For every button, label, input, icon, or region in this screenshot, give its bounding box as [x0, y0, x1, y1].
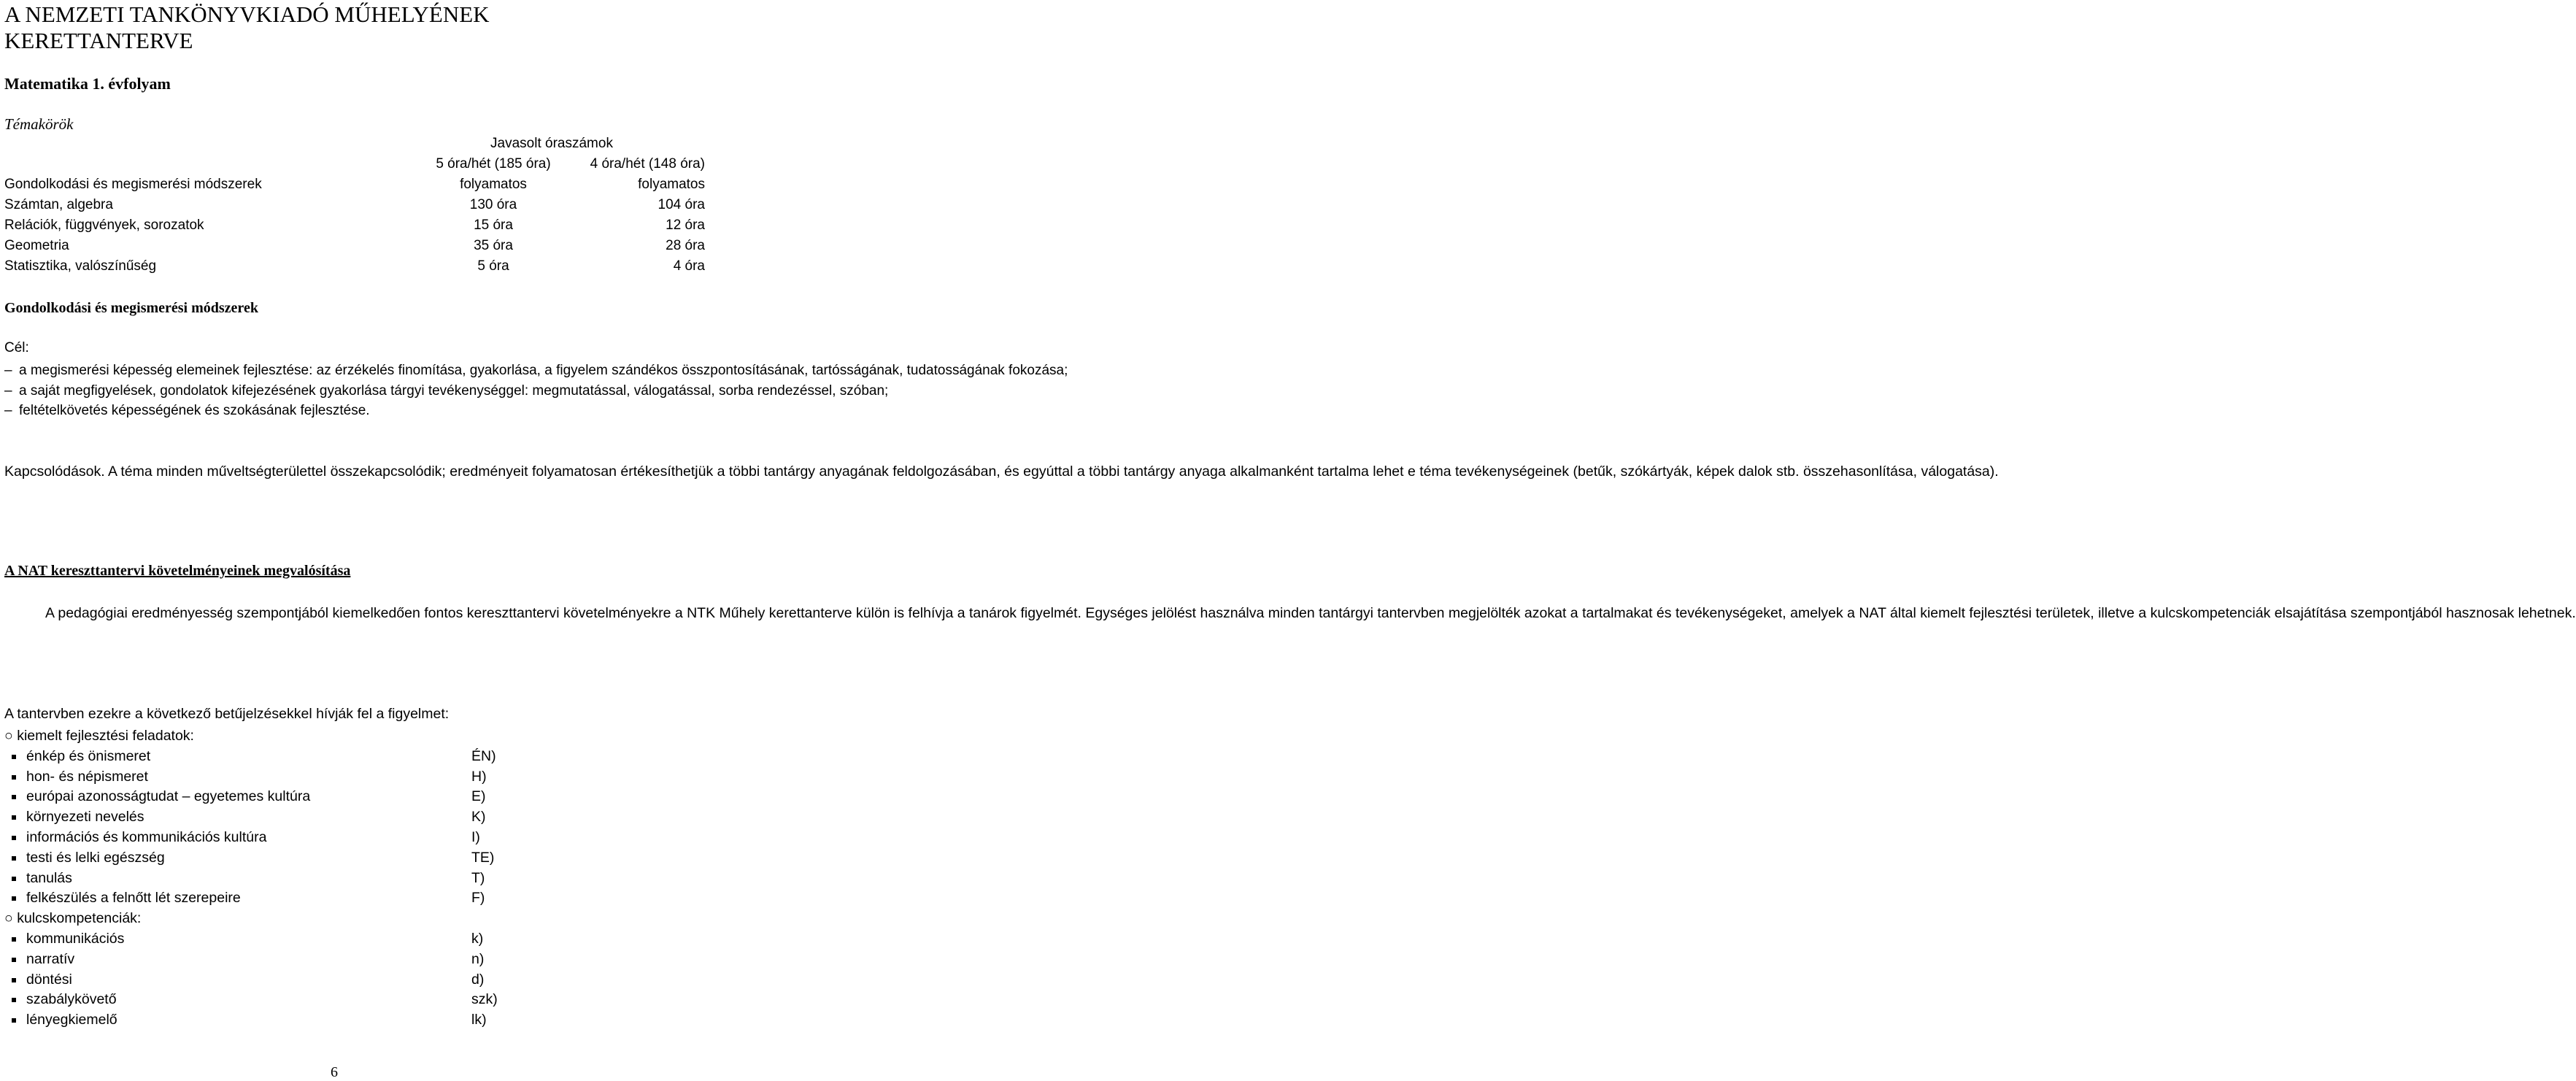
item-label: felkészülés a felnőtt lét szerepeire [26, 890, 241, 907]
hours-4h: 104 óra [658, 197, 705, 212]
item-code: TE) [471, 849, 495, 866]
square-bullet-icon [12, 856, 16, 861]
hours-5h: 15 óra [474, 218, 513, 233]
list-item [4, 1010, 515, 1031]
list-item [4, 401, 683, 421]
table-row [4, 258, 705, 279]
hours-4h: 28 óra [666, 238, 705, 253]
square-bullet-icon [12, 937, 16, 942]
hours-4h: 4 óra [673, 258, 705, 274]
list-item [4, 828, 515, 848]
item-code: szk) [471, 991, 498, 1008]
item-label: döntési [26, 971, 72, 988]
topic-name: Geometria [4, 238, 69, 253]
square-bullet-icon [12, 1018, 16, 1023]
list-item [4, 361, 1068, 381]
hours-5h: 130 óra [469, 197, 517, 212]
item-code: E) [471, 788, 486, 805]
square-bullet-icon [12, 836, 16, 840]
square-bullet-icon [12, 815, 16, 820]
goal-text: a megismerési képesség elemeinek fejlesztése: az érzékelés finomítása, gyakorlása, a figyelem szándékos összpontosításának, tartósságának, tudatosságának fokozása; [19, 363, 1068, 378]
hours-table [4, 136, 705, 279]
section-heading-methods: Gondolkodási és megismerési módszerek [4, 300, 258, 316]
square-bullet-icon [12, 958, 16, 962]
square-bullet-icon [12, 755, 16, 759]
item-label: testi és lelki egészség [26, 849, 165, 866]
list-item [4, 381, 889, 401]
item-label: énkép és önismeret [26, 747, 151, 764]
item-code: k) [471, 930, 484, 947]
column-header-5h: 5 óra/hét (185 óra) [436, 156, 551, 172]
item-code: ÉN) [471, 747, 496, 764]
page-number: 6 [331, 1064, 338, 1080]
item-label: környezeti nevelés [26, 809, 144, 826]
square-bullet-icon [12, 775, 16, 780]
dash-bullet: – [4, 382, 12, 399]
item-code: n) [471, 950, 485, 967]
lead-text: A tantervben ezekre a következő betűjelzésekkel hívják fel a figyelmet: [4, 706, 450, 722]
item-label: kommunikációs [26, 930, 125, 947]
square-bullet-icon [12, 998, 16, 1002]
hours-5h: folyamatos [460, 177, 527, 192]
item-label: hon- és népismeret [26, 768, 148, 785]
topics-label: Témakörök [4, 115, 74, 133]
item-label: információs és kommunikációs kultúra [26, 828, 267, 845]
topic-name: Relációk, függvények, sorozatok [4, 218, 204, 233]
topic-name: Gondolkodási és megismerési módszerek [4, 177, 262, 192]
item-code: K) [471, 809, 486, 826]
item-code: d) [471, 971, 485, 988]
list-item [4, 888, 515, 909]
subject-heading: Matematika 1. évfolyam [4, 74, 171, 93]
list-item [4, 869, 515, 889]
goal-text: feltételkövetés képességének és szokásának fejlesztése. [19, 403, 370, 418]
table-header: Javasolt óraszámok [490, 136, 613, 151]
nat-paragraph: A pedagógiai eredményesség szempontjából kiemelkedően fontos kereszttantervi követelményekre a NTK Műhely kerettanterve külön is felhívja a tanárok figyelmét. Egységes jelölést használva minden tantárgyi tantervben megjelölték azokat a tartalmakat és tevékenységeket, amelyek a NAT által kiemelt fejlesztési területek, illetve a kulcskompetenciák elsajátítása szempontjából hasznosak lehetnek. [45, 605, 2576, 621]
dash-bullet: – [4, 363, 12, 378]
table-row [4, 177, 705, 197]
square-bullet-icon [12, 978, 16, 982]
item-label: szabálykövető [26, 991, 117, 1008]
item-label: tanulás [26, 869, 72, 886]
item-label: lényegkiemelő [26, 1012, 117, 1028]
goal-list [4, 361, 1068, 421]
document-title: A NEMZETI TANKÖNYVKIADÓ MŰHELYÉNEK KERETTANTERVE [4, 1, 490, 53]
code-list [4, 726, 515, 1031]
list-item [4, 950, 515, 970]
item-code: H) [471, 768, 487, 785]
square-bullet-icon [12, 795, 16, 799]
list-item [4, 767, 515, 788]
hours-4h: folyamatos [638, 177, 705, 192]
dash-bullet: – [4, 403, 12, 418]
connections-paragraph: Kapcsolódások. A téma minden műveltségterülettel összekapcsolódik; eredményeit folyamatosan értékesíthetjük a többi tantárgy anyagának feldolgozásában, és egyúttal a többi tantárgy anyaga alkalmanként tartalma lehet e téma tevékenységeinek (betűk, szókártyák, képek dalok stb. összehasonlítása, válogatása). [4, 463, 1999, 480]
list-item [4, 787, 515, 807]
list-item [4, 929, 515, 950]
hours-4h: 12 óra [666, 218, 705, 233]
square-bullet-icon [12, 877, 16, 881]
item-label: narratív [26, 950, 75, 967]
goal-label: Cél: [4, 340, 29, 355]
list-item [4, 848, 515, 869]
topic-name: Statisztika, valószínűség [4, 258, 157, 274]
table-row [4, 238, 705, 258]
item-code: I) [471, 828, 480, 845]
item-code: lk) [471, 1012, 487, 1028]
item-code: T) [471, 869, 485, 886]
list-group-heading [4, 909, 515, 929]
group-label: ○ kiemelt fejlesztési feladatok: [4, 728, 194, 744]
table-row [4, 197, 705, 218]
column-header-4h: 4 óra/hét (148 óra) [590, 156, 705, 172]
list-item [4, 990, 515, 1010]
hours-5h: 35 óra [474, 238, 513, 253]
list-item [4, 970, 515, 990]
section-heading-nat: A NAT kereszttantervi követelményeinek megvalósítása [4, 563, 351, 579]
list-group-heading [4, 726, 515, 747]
table-row [4, 218, 705, 238]
item-label: európai azonosságtudat – egyetemes kultúra [26, 788, 311, 805]
square-bullet-icon [12, 896, 16, 901]
list-item [4, 747, 515, 767]
topic-name: Számtan, algebra [4, 197, 113, 212]
goal-text: a saját megfigyelések, gondolatok kifejezésének gyakorlása tárgyi tevékenységgel: megmutatással, válogatással, sorba rendezéssel, szóban; [19, 382, 889, 399]
list-item [4, 807, 515, 828]
hours-5h: 5 óra [477, 258, 509, 274]
item-code: F) [471, 890, 485, 907]
group-label: ○ kulcskompetenciák: [4, 910, 142, 927]
